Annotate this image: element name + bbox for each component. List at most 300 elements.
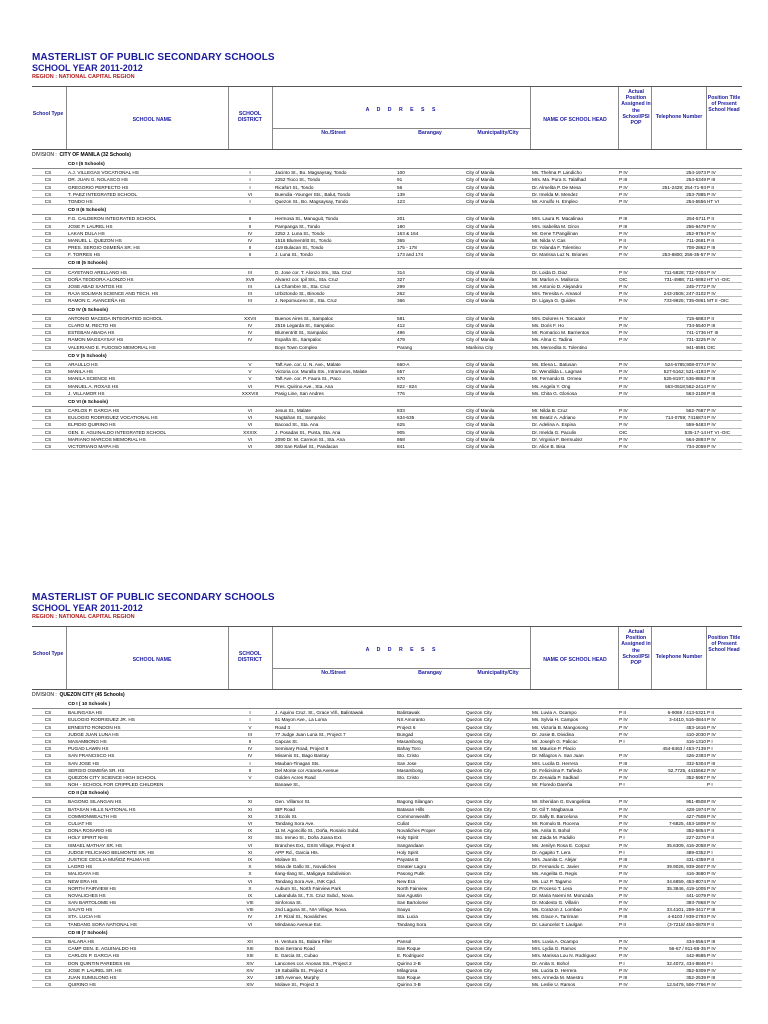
cell-municipality: Quezon City xyxy=(466,953,492,959)
cell-position-title: P IV xyxy=(707,361,716,367)
cell-street: 77 Judge Juan Luna St., Project 7 xyxy=(275,731,346,737)
cell-school-head: Mrs. Armeda M. Maestro xyxy=(532,974,584,980)
cell-municipality: City of Manila xyxy=(466,284,495,290)
cell-district: III xyxy=(248,269,252,275)
cell-position: P IV xyxy=(619,415,628,421)
cell-school-name: HOLY SPIRIT NHS xyxy=(68,835,108,841)
cell-municipality: City of Manila xyxy=(466,376,495,382)
cell-telephone: 426-2393 xyxy=(686,753,706,759)
table-row xyxy=(32,283,742,290)
cell-school-head: Mrs. Luvia A. Ocampo xyxy=(532,939,579,945)
table-row xyxy=(32,269,742,276)
cell-school-name: JOSE ABAD SANTOS HS xyxy=(68,284,123,290)
cell-school-type: CS xyxy=(44,330,52,336)
cell-school-type: CS xyxy=(44,361,52,367)
cell-telephone: 251-2429; 254-71-93 xyxy=(662,184,706,190)
header-school-name: SCHOOL NAME xyxy=(132,657,172,663)
cell-position: P IV xyxy=(619,298,628,304)
table-row xyxy=(32,237,742,244)
cell-school-head: Mr. Beatiz A. Adriano xyxy=(532,415,576,421)
cell-position: P IV xyxy=(619,717,628,723)
cell-position-title: P IV xyxy=(707,284,716,290)
cell-barangay: New Era xyxy=(397,878,415,884)
cell-school-name: NOH - SCHOOL FOR CRIPPLED CHILDREN xyxy=(68,782,164,788)
cell-school-type: CS xyxy=(44,746,52,752)
cell-barangay: Balintawak xyxy=(397,710,420,716)
cell-position-title: P IV xyxy=(707,170,716,176)
cell-school-name: LAKAN DULA HS xyxy=(68,230,105,236)
header-school-district: SCHOOL DISTRICT xyxy=(238,651,262,664)
cell-barangay: 841 xyxy=(397,444,405,450)
cell-district: II xyxy=(248,252,252,258)
table-row xyxy=(32,322,742,329)
cell-school-head: Ms. Chita G. Gloriosa xyxy=(532,390,577,396)
table-row xyxy=(32,336,742,343)
cell-telephone: 734-2059 xyxy=(686,444,706,450)
cell-street: Misamis St., Bago Bantay xyxy=(275,753,329,759)
document-title: MASTERLIST OF PUBLIC SECONDARY SCHOOLS xyxy=(32,52,275,63)
cell-position-title: P IV xyxy=(707,230,716,236)
cell-position-title: P I xyxy=(707,738,713,744)
table-row xyxy=(32,297,742,304)
cell-telephone: 4-6103 / 939-2793 xyxy=(667,914,706,920)
cell-school-type: CS xyxy=(44,710,52,716)
cell-school-head: Ms. Doris F. Ho xyxy=(532,323,565,328)
cell-barangay: Sangandaan xyxy=(397,842,424,848)
cell-school-type: CS xyxy=(44,177,52,183)
cell-barangay: Culiat xyxy=(397,821,409,827)
table-row xyxy=(32,981,742,988)
cell-municipality: City of Manila xyxy=(466,390,495,396)
cell-district: I xyxy=(249,760,251,766)
cell-municipality: Quezon City xyxy=(466,821,492,827)
cell-street: Gen. Villamor St. xyxy=(275,799,311,805)
cell-school-type: CS xyxy=(44,291,52,297)
cell-school-name: A.J. VILLEGAS VOCATIONAL HS xyxy=(68,170,139,176)
cell-barangay: Parang xyxy=(397,344,413,350)
cell-position-title: P II xyxy=(707,710,714,716)
cell-street: 51 Mayon Ave., La Loma xyxy=(275,717,327,723)
cell-school-name: NEW ERA HS xyxy=(68,878,98,884)
cell-school-head: Mrs. Marissa Lou N. Rodriguez xyxy=(532,953,597,959)
cell-position: P III xyxy=(619,760,628,766)
division-name: QUEZON CITY (45 Schools) xyxy=(59,692,125,698)
cell-street: 2252 Tioco St., Tondo xyxy=(275,177,321,183)
cell-telephone: 524-6785;908-0774 xyxy=(665,361,706,367)
table-row xyxy=(32,945,742,952)
cell-position-title: P IV xyxy=(707,892,716,898)
cell-municipality: Quezon City xyxy=(466,974,492,980)
cell-barangay: 56 xyxy=(397,184,403,190)
cell-school-head: Mrs. Dolores H. Torcuator xyxy=(532,315,586,321)
cell-school-name: JUDGE FELICIANO BELMONTE SR. HS xyxy=(68,849,154,855)
header-position-title: Position Title of Present School Head xyxy=(707,635,741,654)
cell-municipality: City of Manila xyxy=(466,170,495,176)
cell-position-title: P IV xyxy=(707,806,716,812)
cell-school-type: CS xyxy=(44,871,52,877)
table-row xyxy=(32,870,742,877)
cell-school-type: CS xyxy=(44,184,52,190)
cell-street: Tandang Sora Ave., INK Cpd. xyxy=(275,878,337,884)
cell-school-type: CS xyxy=(44,907,52,913)
cell-school-type: CS xyxy=(44,835,52,841)
cell-telephone: 7-6825, 453-1809 xyxy=(668,821,706,827)
cell-district: XVII xyxy=(245,276,255,282)
cell-district: XII xyxy=(247,939,253,945)
cell-municipality: City of Manila xyxy=(466,269,495,275)
cell-district: I xyxy=(249,170,251,176)
cell-school-name: PRES. SERGIO OSMEÑA SR. HS xyxy=(68,245,140,251)
cell-street: 3 Ecols St. xyxy=(275,813,298,819)
cell-school-head: Dr. Modesto G. Villarin xyxy=(532,900,579,906)
cell-position: P IV xyxy=(619,731,628,737)
cell-municipality: Quezon City xyxy=(466,738,492,744)
cell-municipality: Quezon City xyxy=(466,864,492,870)
cell-school-name: SAN BARTOLOME HS xyxy=(68,900,117,906)
cell-position-title: P III xyxy=(707,760,716,766)
cell-street: Blumentritt St., Sampaloc xyxy=(275,330,328,336)
district-block xyxy=(32,354,742,397)
cell-position-title: P IV xyxy=(707,223,716,229)
cell-position: P IV xyxy=(619,946,628,952)
cell-municipality: City of Manila xyxy=(466,436,495,442)
cell-street: Urbiztondo St., Binondo xyxy=(275,291,325,297)
cell-district: XV xyxy=(246,974,254,980)
table-row xyxy=(32,856,742,863)
cell-municipality: Quezon City xyxy=(466,828,492,834)
cell-barangay: 201 xyxy=(397,216,405,222)
cell-street: Branches Ext., GSIS Village, Project 8 xyxy=(275,842,355,848)
cell-street: Capcas St. xyxy=(275,738,298,744)
cell-barangay: Sto. Cristo xyxy=(397,753,419,759)
cell-barangay: San Jose xyxy=(397,760,417,766)
table-row xyxy=(32,390,742,397)
cell-municipality: Quezon City xyxy=(466,939,492,945)
table-row xyxy=(32,443,742,450)
cell-school-name: DONA ROSARIO HS xyxy=(68,828,113,834)
table-row xyxy=(32,842,742,849)
cell-street: Boni Serrano Road xyxy=(275,946,315,952)
table-header xyxy=(32,86,742,150)
cell-position-title: HT III xyxy=(707,330,719,336)
cell-school-name: TANDANG SORA NATIONAL HS xyxy=(68,921,137,927)
cell-school-type: CS xyxy=(44,760,52,766)
cell-position: P IV xyxy=(619,383,628,389)
district-label: CD V (5 Schools) xyxy=(32,354,742,361)
cell-position-title: P IV xyxy=(707,900,716,906)
table-row xyxy=(32,709,742,716)
cell-street: Buenos Aires St., Sampaloc xyxy=(275,315,334,321)
cell-school-type: CS xyxy=(44,974,52,980)
cell-telephone: 6-9069 / 413-5321 xyxy=(667,710,706,716)
cell-street: Golden Acres Road xyxy=(275,774,316,780)
cell-district: XXXVIII xyxy=(241,390,259,396)
cell-position-title: P IV xyxy=(707,291,716,297)
cell-school-head: Ms. Lucita D. Herrera xyxy=(532,967,577,973)
cell-municipality: Quezon City xyxy=(466,885,492,891)
cell-street: Sto. Ireneo St., Doña Juana Ext. xyxy=(275,835,343,841)
cell-telephone: 352-5854 xyxy=(686,828,706,834)
table-row xyxy=(32,952,742,959)
cell-school-type: CS xyxy=(44,223,52,229)
cell-position: P IV xyxy=(619,269,628,275)
cell-position-title: OIC xyxy=(707,344,716,350)
cell-position-title: P IV xyxy=(707,842,716,848)
cell-school-type: CS xyxy=(44,982,52,988)
cell-municipality: Quezon City xyxy=(466,921,492,927)
header-barangay: Barangay xyxy=(418,670,442,676)
cell-street: D. Jose cor. T. Alonzo Sts., Sta. Cruz xyxy=(275,269,352,275)
cell-position: P IV xyxy=(619,939,628,945)
cell-position: P II xyxy=(619,237,626,243)
cell-school-name: ARAULLO HS xyxy=(68,361,98,367)
cell-street: H. Ventura St., Balara Filter xyxy=(275,939,333,945)
cell-telephone: 731-4988; 711-5892 xyxy=(664,276,706,282)
header-actual-position: Actual Position Assigned in the School/PSI POP xyxy=(621,89,651,127)
cell-position-title: P IV xyxy=(707,383,716,389)
cell-position-title: P III xyxy=(707,376,716,382)
cell-barangay: NS Amoranto xyxy=(397,717,425,723)
school-year: SCHOOL YEAR 2011-2012 xyxy=(32,63,143,73)
cell-telephone: 352-2539 xyxy=(686,974,706,980)
blocks-container xyxy=(32,702,742,988)
cell-district: XI xyxy=(247,813,253,819)
cell-district: VIII xyxy=(246,907,254,913)
cell-municipality: City of Manila xyxy=(466,184,495,190)
cell-school-head: Ms. Luvia A. Ocampo xyxy=(532,710,577,716)
header-address: A D D R E S S xyxy=(365,647,439,653)
cell-barangay: San Agustin xyxy=(397,892,423,898)
cell-barangay: 634-635 xyxy=(397,415,415,421)
cell-school-name: CARLOS P. GARCIA HS xyxy=(68,953,120,959)
table-row xyxy=(32,251,742,258)
cell-school-name: CAMP GEN. E. AGUINALDO HS xyxy=(68,946,137,952)
cell-position-title: P IV xyxy=(707,774,716,780)
table-row xyxy=(32,738,742,745)
cell-district: VI xyxy=(247,422,253,428)
cell-position-title: P IV xyxy=(707,864,716,870)
cell-position-title: P IV xyxy=(707,444,716,450)
cell-school-name: MANUEL A. ROXAS HS xyxy=(68,383,119,389)
cell-street: Pampanga St., Tondo xyxy=(275,223,320,229)
cell-telephone: 3-4410, 516-0844 xyxy=(668,717,706,723)
cell-street: Boys Town Complex xyxy=(275,344,318,350)
cell-school-head: Mrs. Laura R. Macalinao xyxy=(532,216,584,222)
cell-barangay: 822 - 824 xyxy=(397,383,417,389)
cell-position: P IV xyxy=(619,799,628,805)
header-school-type: School Type xyxy=(32,651,64,657)
cell-telephone: 563-2108 xyxy=(686,390,706,396)
cell-school-head: Dr. Sally B. Barcelona xyxy=(532,813,578,819)
cell-school-type: CS xyxy=(44,245,52,251)
cell-school-type: CS xyxy=(44,344,52,350)
table-row xyxy=(32,230,742,237)
cell-municipality: City of Manila xyxy=(466,216,495,222)
cell-position: P IV xyxy=(619,806,628,812)
cell-position: P IV xyxy=(619,842,628,848)
cell-school-type: CS xyxy=(44,878,52,884)
cell-barangay: Bahay Toro xyxy=(397,746,421,752)
cell-barangay: Commonwealth xyxy=(397,813,430,819)
cell-school-head: Ms. Corazon J. Lombao xyxy=(532,907,582,913)
cell-municipality: Quezon City xyxy=(466,731,492,737)
cell-district: XIV xyxy=(246,967,254,973)
cell-barangay: 625 xyxy=(397,422,405,428)
cell-school-name: PUGAD LAWIN HS xyxy=(68,746,109,752)
header-school-district: SCHOOL DISTRICT xyxy=(238,111,262,124)
cell-position-title: P IV xyxy=(707,724,716,730)
region-label: REGION : NATIONAL CAPITAL REGION xyxy=(32,74,135,80)
header-barangay: Barangay xyxy=(418,130,442,136)
cell-school-type: CS xyxy=(44,323,52,328)
cell-school-name: F. TORRES HS xyxy=(68,252,101,258)
cell-school-name: JUAN SUMULONG HS xyxy=(68,974,117,980)
table-row xyxy=(32,834,742,841)
cell-position-title: P II xyxy=(707,921,714,927)
cell-position: P IV xyxy=(619,871,628,877)
cell-school-head: Dr. Alice B. Bisa xyxy=(532,444,566,450)
cell-telephone: 254-1973 xyxy=(686,170,706,176)
cell-district: XIV xyxy=(246,960,254,966)
cell-street: Misa de Gallo St., Novaliches xyxy=(275,864,337,870)
district-block xyxy=(32,261,742,304)
cell-position-title: P I xyxy=(707,782,713,788)
table-row xyxy=(32,906,742,913)
cell-municipality: City of Manila xyxy=(466,245,495,251)
cell-position: P I xyxy=(619,738,625,744)
district-block xyxy=(32,208,742,258)
cell-telephone: 454-8463 / 453-7139 xyxy=(662,746,706,752)
cell-school-type: CS xyxy=(44,900,52,906)
cell-position: P III xyxy=(619,177,628,183)
cell-school-name: GEN. E. AGUINALDO INTEGRATED SCHOOL xyxy=(68,429,167,435)
cell-school-name: GREGORIO PERFECTO HS xyxy=(68,184,129,190)
cell-street: APP Rd., Garcia Hts. xyxy=(275,849,319,855)
cell-street: E. Garcia St., Cubao xyxy=(275,953,318,959)
cell-school-head: Mr. Joseph G. Palicoc xyxy=(532,738,578,744)
cell-barangay: 905 xyxy=(397,429,405,435)
cell-street: Nagtahan St., Sampaloc xyxy=(275,415,326,421)
cell-position: P II xyxy=(619,921,626,927)
cell-school-name: SAN FRANCISCO HS xyxy=(68,753,115,759)
cell-position: P IV xyxy=(619,422,628,428)
cell-street: Bacood St., Sta. Ana xyxy=(275,422,319,428)
header-position-title: Position Title of Present School Head xyxy=(707,95,741,114)
cell-position: P IV xyxy=(619,191,628,197)
cell-municipality: City of Manila xyxy=(466,198,495,204)
cell-school-head: Ms. Angelita G. Regis xyxy=(532,871,578,877)
cell-position: P IV xyxy=(619,907,628,913)
table-row xyxy=(32,716,742,723)
cell-barangay: 365 xyxy=(397,237,405,243)
table-row xyxy=(32,774,742,781)
cell-municipality: Quezon City xyxy=(466,946,492,952)
cell-school-head: Dr. Adelina A. Espina xyxy=(532,422,576,428)
cell-position-title: P IV xyxy=(707,191,716,197)
cell-district: VI xyxy=(247,436,253,442)
cell-street: Ricafort St., Tondo xyxy=(275,184,314,190)
cell-municipality: City of Manila xyxy=(466,429,495,435)
cell-school-name: MASAMBONG HS xyxy=(68,738,107,744)
cell-position-title: HT VI -OIC xyxy=(707,276,731,282)
cell-municipality: Quezon City xyxy=(466,717,492,723)
cell-telephone: 489-0352 xyxy=(686,849,706,855)
table-row xyxy=(32,414,742,421)
cell-position-title: P II xyxy=(707,828,714,834)
cell-position-title: P IV xyxy=(707,415,716,421)
table-row xyxy=(32,361,742,368)
cell-position-title: P IV xyxy=(707,717,716,723)
cell-street: Buendia -Younger Sts., Balut, Tondo xyxy=(275,191,351,197)
cell-position-title: P IV xyxy=(707,799,716,805)
cell-school-name: BAGONG SILANGAN HS xyxy=(68,799,122,805)
cell-district: XI xyxy=(247,849,253,855)
cell-municipality: Quezon City xyxy=(466,900,492,906)
cell-school-head: Mrs. Teresita A. Amasol xyxy=(532,291,581,297)
cell-school-name: J. VILLAMOR HS xyxy=(68,390,105,396)
table-row xyxy=(32,820,742,827)
cell-school-name: VALERIANO E. FUGOSO MEMORIAL HS xyxy=(68,344,156,350)
cell-district: IV xyxy=(247,753,253,759)
cell-school-head: Mr. Marlon A. Mallorca xyxy=(532,276,579,282)
cell-school-name: RAMON C. AVANCEÑA HS xyxy=(68,298,126,304)
cell-barangay: Quirino 2-B xyxy=(397,960,421,966)
cell-school-name: QUIRINO HS xyxy=(68,982,96,988)
cell-telephone: 525-8197; 536-8862 xyxy=(663,376,706,382)
cell-barangay: 833 xyxy=(397,408,405,414)
cell-position-title: P IV xyxy=(707,731,716,737)
cell-school-name: VICTORIANO MAPA HS xyxy=(68,444,119,450)
cell-school-head: Ms. Elena L. Batusan xyxy=(532,361,577,367)
cell-position: P IV xyxy=(619,444,628,450)
table-row xyxy=(32,938,742,945)
cell-position-title: P IV xyxy=(707,269,716,275)
cell-municipality: Quezon City xyxy=(466,753,492,759)
cell-school-head: Dr. Fernando C. Javier xyxy=(532,864,580,870)
cell-municipality: Quezon City xyxy=(466,856,492,862)
cell-street: 300 San Rafael St., Pandacan xyxy=(275,444,339,450)
table-header xyxy=(32,626,742,690)
cell-telephone: 741-1736 xyxy=(686,330,706,336)
cell-barangay: 366 xyxy=(397,298,405,304)
cell-position-title: P IV xyxy=(707,337,716,343)
cell-school-head: Mr. Gene T.Pangilinan xyxy=(532,230,579,236)
cell-position-title: P IV xyxy=(707,878,716,884)
cell-street: Road 3 xyxy=(275,724,291,730)
table-row xyxy=(32,429,742,436)
cell-street: 2252 J. Luna St., Tondo xyxy=(275,230,325,236)
cell-district: VI xyxy=(247,191,253,197)
cell-position: P IV xyxy=(619,408,628,414)
cell-telephone: 564-2893 xyxy=(686,436,706,442)
cell-position-title: P IV xyxy=(707,422,716,428)
cell-school-head: Mr. Maurice P. Placio xyxy=(532,746,576,752)
cell-telephone: 33.4101, 259-3417 xyxy=(666,907,706,913)
cell-school-type: CS xyxy=(44,724,52,730)
cell-district: I xyxy=(249,710,251,716)
cell-school-head: Dr. Wendilda L. Lagman xyxy=(532,369,583,375)
cell-school-head: Mr. Floredo Dareña xyxy=(532,782,573,788)
cell-school-type: CS xyxy=(44,415,52,421)
table-row xyxy=(32,885,742,892)
cell-school-head: Mr. Zaida M. Padullo xyxy=(532,835,575,841)
cell-municipality: Quezon City xyxy=(466,871,492,877)
table-row xyxy=(32,967,742,974)
cell-position: P I xyxy=(619,960,625,966)
cell-school-name: JUSTICE CECILIA MUÑOZ PALMA HS xyxy=(68,856,150,862)
region-label: REGION : NATIONAL CAPITAL REGION xyxy=(32,614,135,620)
cell-telephone: 441-1079 xyxy=(686,892,706,898)
